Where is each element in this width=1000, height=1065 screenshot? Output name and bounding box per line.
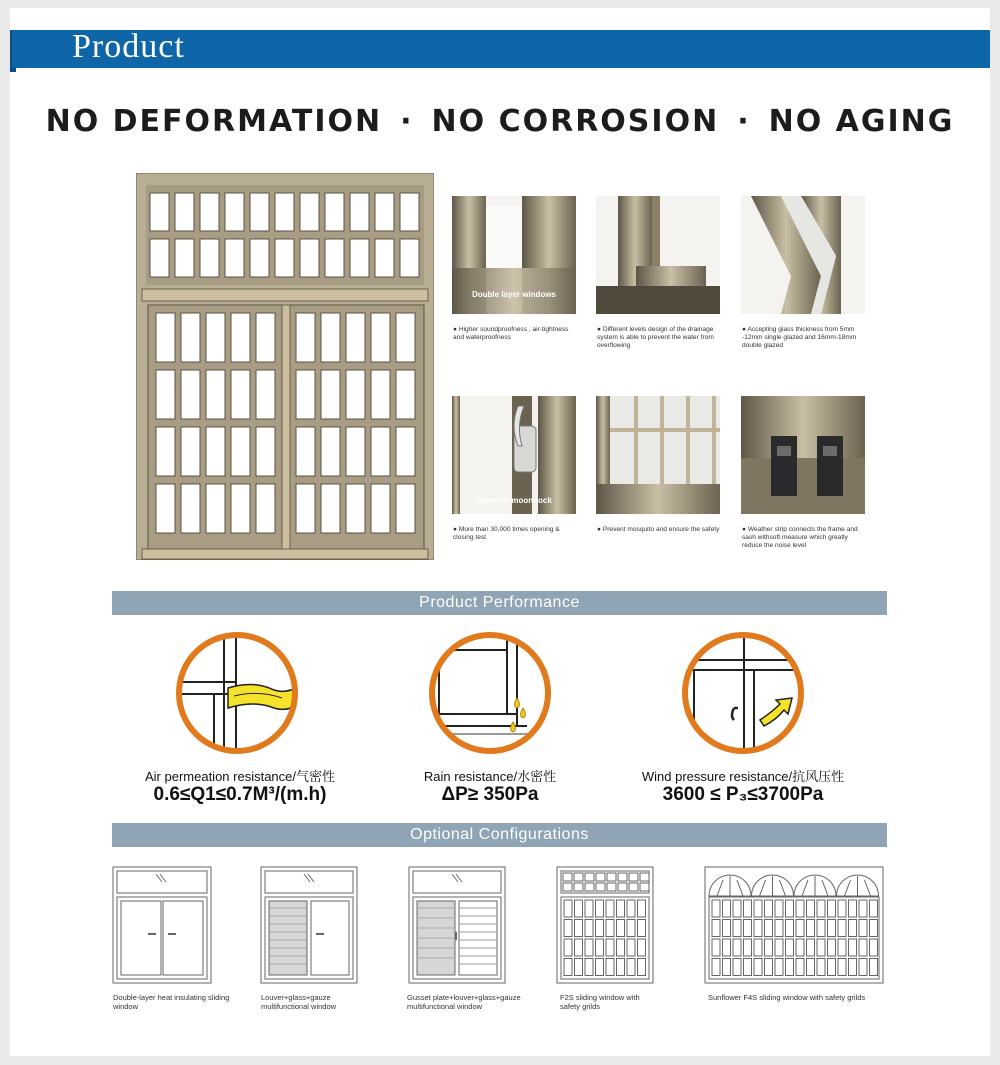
feature-photo-1 <box>452 196 576 314</box>
performance-heading: Product Performance <box>112 591 887 615</box>
config-caption-2: Louver+glass+gauze multifunctional window <box>261 993 337 1011</box>
slogan-part-1: NO DEFORMATION <box>45 104 383 139</box>
feature-caption-3-text: Accepting glass thickness from 5mm -12mm single glazed and 16mm-18mm double glazed <box>742 326 857 349</box>
page <box>10 8 990 1056</box>
config-caption-5: Sunflower F4S sliding window with safety grilds <box>708 993 866 1002</box>
air-permeation-icon <box>174 630 300 756</box>
config-caption-1: Double-layer heat insulating sliding window <box>113 993 230 1011</box>
feature-photo-6 <box>741 396 865 514</box>
feature-caption-5: ● Prevent mosquito and ensure the safety <box>597 526 720 533</box>
slogan-part-3: NO AGING <box>768 104 955 139</box>
feature-caption-2-text: Different levels design of the drainage system is able to prevent the water from overflowing <box>597 326 714 349</box>
feature-overlay-1: Double layer windows <box>471 290 556 299</box>
page-title: Product <box>72 28 185 65</box>
config-drawing-2 <box>260 866 358 984</box>
feature-photo-2 <box>596 196 720 314</box>
feature-overlay-4: Superior moon-lock <box>476 496 552 505</box>
feature-caption-4-text: More than 30,000 times opening & closing test <box>453 526 560 541</box>
config-caption-3: Gusset plate+louver+glass+gauze multifunctional window <box>407 993 521 1011</box>
feature-caption-4: ● More than 30,000 times opening & closing test <box>453 526 560 541</box>
main-window-image <box>136 173 434 560</box>
air-permeation-value: 0.6≤Q1≤0.7M³/(m.h) <box>153 784 327 805</box>
feature-caption-5-text: Prevent mosquito and ensure the safety <box>602 526 720 533</box>
wind-pressure-value: 3600 ≤ P₃≤3700Pa <box>662 784 824 805</box>
rain-resistance-value: ΔP≥ 350Pa <box>441 784 539 805</box>
feature-caption-1-text: Higher soundproofness , air-tightness and waterproofness <box>453 326 569 341</box>
rain-resistance-icon <box>427 630 553 756</box>
slogan-separator-2: · <box>737 104 751 139</box>
feature-caption-2: ● Different levels design of the drainage system is able to prevent the water from overflowing <box>597 326 714 349</box>
configurations-heading: Optional Configurations <box>112 823 887 847</box>
air-permeation-label: Air permeation resistance/气密性 <box>144 769 335 784</box>
wind-pressure-icon <box>680 630 806 756</box>
feature-photo-4 <box>452 396 576 514</box>
config-caption-4: F2S sliding window with safety grilds <box>560 993 640 1011</box>
feature-photo-5 <box>596 396 720 514</box>
slogan <box>10 104 990 139</box>
config-drawing-1 <box>112 866 212 984</box>
slogan-part-2: NO CORROSION <box>431 104 720 139</box>
config-drawing-3 <box>408 866 506 984</box>
rain-resistance-label: Rain resistance/水密性 <box>423 769 557 784</box>
feature-caption-3: ● Accepting glass thickness from 5mm -12mm single glazed and 16mm-18mm double glazed <box>742 326 857 349</box>
config-drawing-5 <box>704 866 884 984</box>
feature-caption-1: ● Higher soundproofness , air-tightness and waterproofness <box>453 326 569 341</box>
slogan-separator-1: · <box>400 104 414 139</box>
feature-caption-6-text: Weather strip connects the frame and sash withsoft measure which greatly reduce the noise level <box>742 526 858 549</box>
feature-caption-6: ● Weather strip connects the frame and sash withsoft measure which greatly reduce the noise level <box>742 526 858 549</box>
feature-photo-3 <box>741 196 865 314</box>
config-drawing-4 <box>556 866 654 984</box>
wind-pressure-label: Wind pressure resistance/抗风压性 <box>641 769 845 784</box>
